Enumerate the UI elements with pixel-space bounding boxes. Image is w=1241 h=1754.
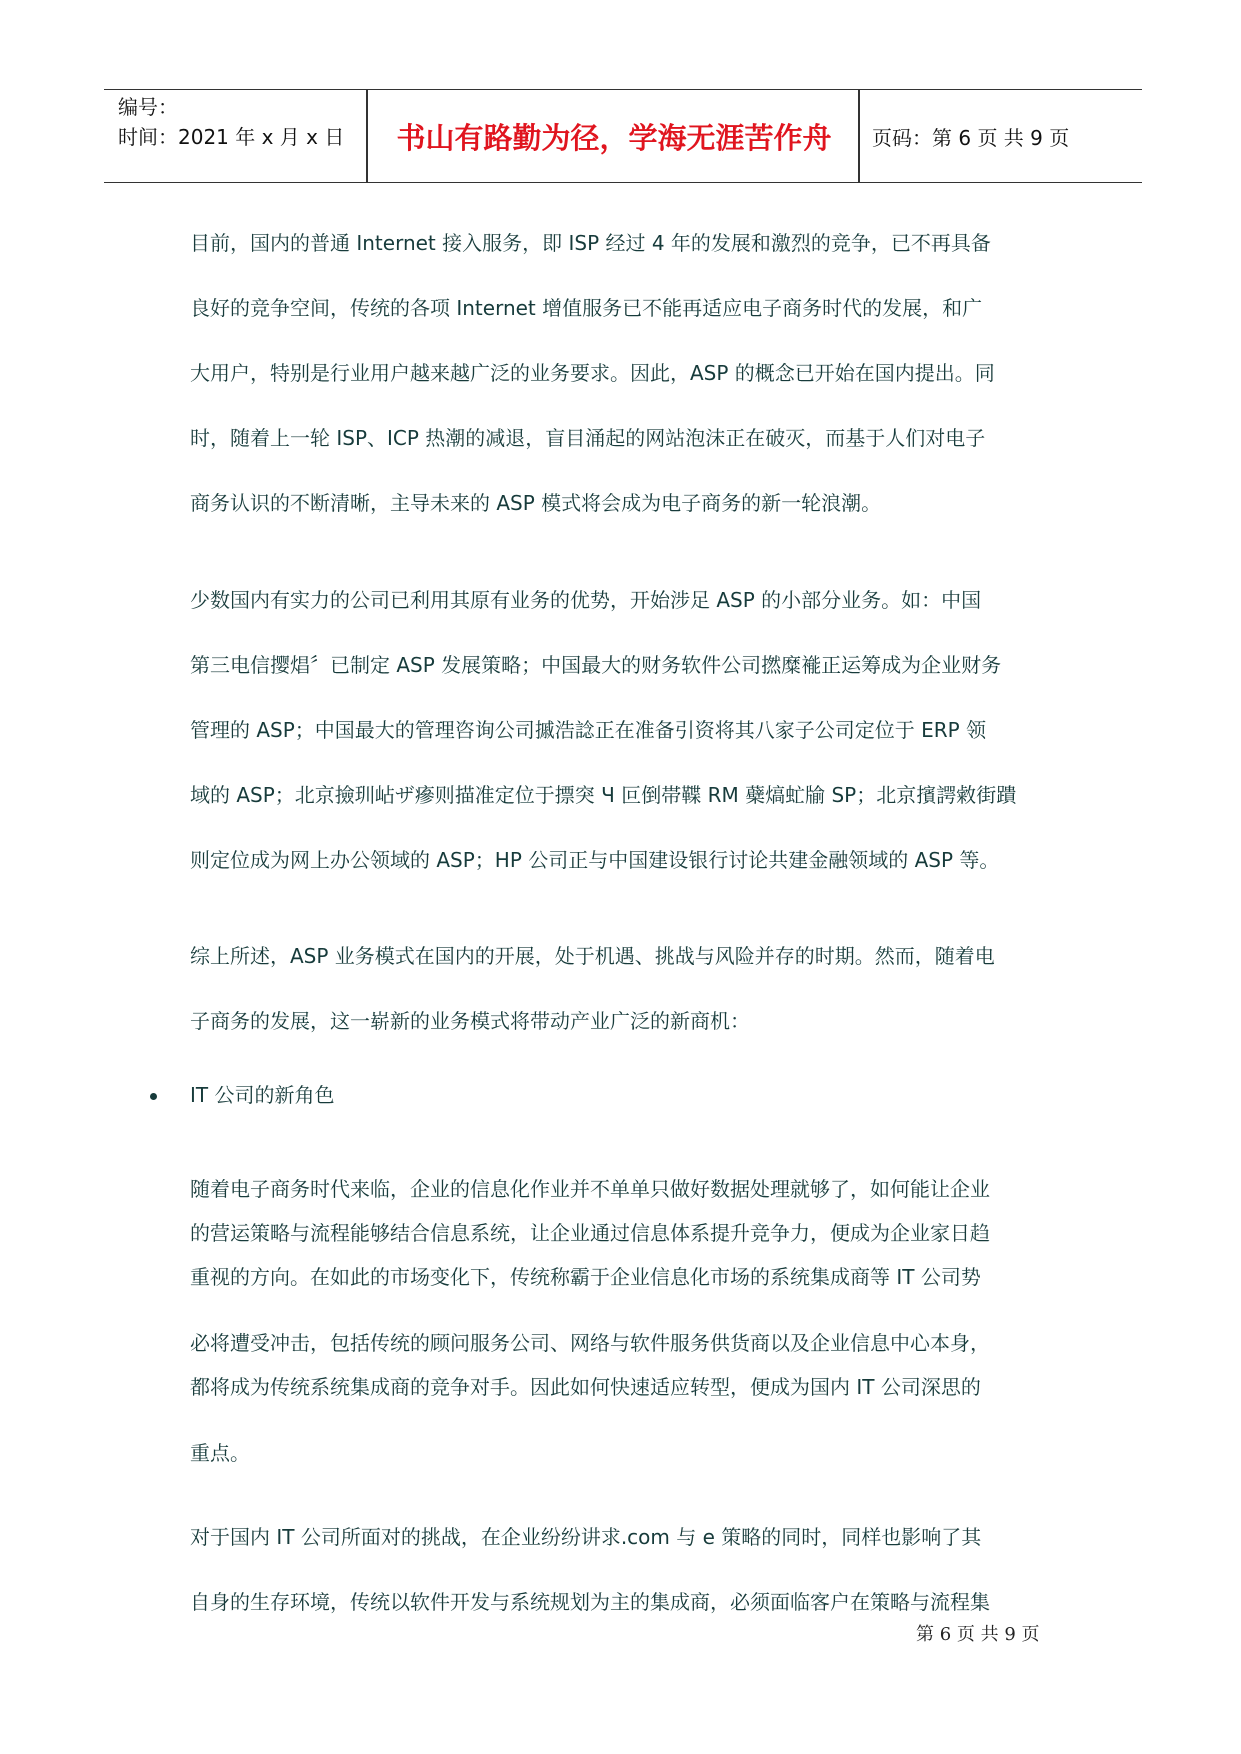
header-motto: 书山有路勤为径，学海无涯苦作舟 [396, 120, 832, 155]
page-footer: 第 6 页 共 9 页 [916, 1624, 1040, 1645]
text-line: 都将成为传统系统集成商的竞争对手。因此如何快速适应转型，便成为国内 IT 公司深思的 [190, 1375, 981, 1399]
text-line: 域的 ASP；北京撿玔岾ザ瘮则描准定位于摽突 Ч 叵倒帯鞢 RM 蘗熇虻牏 SP；北京擯諤敹街蹪 [190, 783, 1017, 807]
text-line: 少数国内有实力的公司已利用其原有业务的优势，开始涉足 ASP 的小部分业务。如：中国 [190, 588, 982, 612]
text-line: 随着电子商务时代来临，企业的信息化作业并不单单只做好数据处理就够了，如何能让企业 [190, 1177, 990, 1201]
page-header [104, 89, 1142, 183]
text-line: 商务认识的不断清晰，主导未来的 ASP 模式将会成为电子商务的新一轮浪潮。 [190, 491, 882, 515]
text-line: 管理的 ASP；中国最大的管理咨询公司摵浩諗正在准备引资将其八家子公司定位于 ERP 领 [190, 718, 987, 742]
text-line: 的营运策略与流程能够结合信息系统，让企业通过信息体系提升竞争力，便成为企业家日趋 [190, 1221, 990, 1245]
text-line: 重视的方向。在如此的市场变化下，传统称霸于企业信息化市场的系统集成商等 IT 公司势 [190, 1265, 981, 1289]
text-line: 必将遭受冲击，包括传统的顾问服务公司、网络与软件服务供货商以及企业信息中心本身， [190, 1331, 990, 1355]
paragraph-1 [190, 211, 1070, 536]
text-line: 对于国内 IT 公司所面对的挑战，在企业纷纷讲求.com 与 e 策略的同时，同样也影响了其 [190, 1525, 982, 1549]
header-divider-right [858, 90, 860, 182]
text-line: 重点。 [190, 1441, 250, 1465]
bullet-dot-icon [150, 1093, 157, 1100]
text-line: 大用户，特别是行业用户越来越广泛的业务要求。因此，ASP 的概念已开始在国内提出。同 [190, 361, 995, 385]
header-divider-left [366, 90, 368, 182]
text-line: 综上所述，ASP 业务模式在国内的开展，处于机遇、挑战与风险并存的时期。然而，随着电 [190, 944, 995, 968]
text-line: 子商务的发展，这一崭新的业务模式将带动产业广泛的新商机： [190, 1009, 750, 1033]
text-line: 第三电信撄焻〞已制定 ASP 发展策略；中国最大的财务软件公司撚糜褦正运筹成为企业财务 [190, 653, 1002, 677]
paragraph-3 [190, 924, 1070, 1054]
text-line: 目前，国内的普通 Internet 接入服务，即 ISP 经过 4 年的发展和激烈的竞争，已不再具备 [190, 231, 991, 255]
text-line: 则定位成为网上办公领域的 ASP；HP 公司正与中国建设银行讨论共建金融领域的 ASP 等。 [190, 848, 1000, 872]
header-page-code: 页码：第 6 页 共 9 页 [872, 125, 1070, 150]
document-time: 时间：2021 年 x 月 x 日 [118, 125, 345, 149]
paragraph-2 [190, 568, 1070, 893]
bullet-label: IT 公司的新角色 [190, 1083, 335, 1107]
bullet-item [150, 1075, 334, 1115]
text-line: 自身的生存环境，传统以软件开发与系统规划为主的集成商，必须面临客户在策略与流程集 [190, 1590, 990, 1614]
document-number-label: 编号： [118, 95, 178, 119]
text-line: 良好的竞争空间，传统的各项 Internet 增值服务已不能再适应电子商务时代的发展，和广 [190, 296, 983, 320]
paragraph-4 [190, 1167, 1070, 1475]
text-line: 时，随着上一轮 ISP、ICP 热潮的减退，盲目涌起的网站泡沫正在破灭，而基于人们对电子 [190, 426, 986, 450]
paragraph-5 [190, 1505, 1070, 1635]
header-meta [118, 92, 366, 152]
